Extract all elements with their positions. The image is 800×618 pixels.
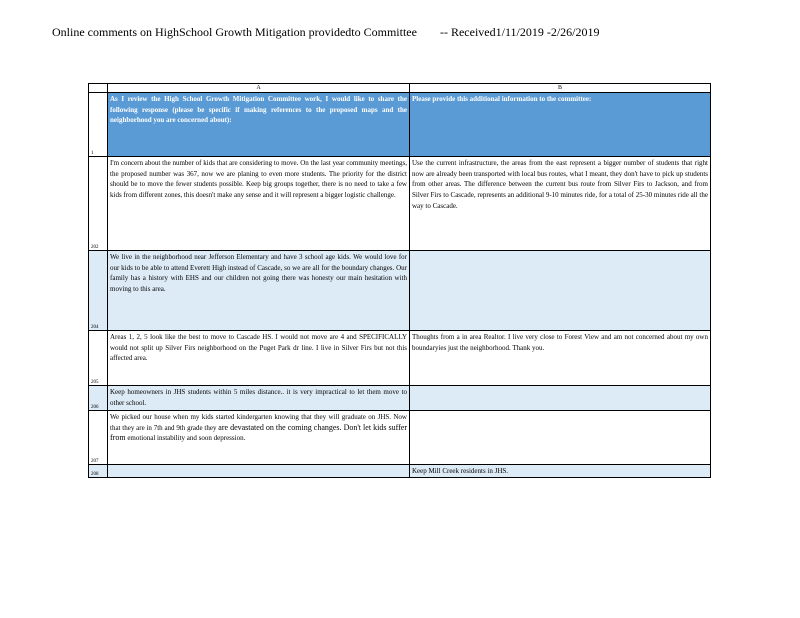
column-header-b[interactable]: B bbox=[410, 84, 711, 93]
comment-cell-b[interactable]: Thoughts from a in area Realtor. I live very close to Forest View and am not concerned about my own boundaryies just the neighborhood. Thank you. bbox=[410, 331, 711, 386]
row-number[interactable]: 207 bbox=[89, 411, 108, 465]
column-header-a[interactable]: A bbox=[108, 84, 410, 93]
comment-cell-a[interactable]: We live in the neighborhood near Jefferson Elementary and have 3 school age kids. We would love for our kids to be able to attend Everett High instead of Cascade, so we are all for the boundary changes. Our family has a history with EHS and our children not going there was honesty our main hesitation with moving to this area. bbox=[108, 251, 410, 331]
table-row-header bbox=[89, 93, 711, 157]
table-row bbox=[89, 157, 711, 251]
column-header-row bbox=[89, 84, 711, 93]
comment-cell-b[interactable] bbox=[410, 386, 711, 411]
comment-cell-a[interactable]: I'm concern about the number of kids that are considering to move. On the last year community meetings, the proposed number was 367, now we are planing to even more students. The priority for the district should be to move the fewer students possible. Keep big groups together, there is no need to take a few kids from different zones, this doesn't make any sense and it will represent a bigger logistic challenge. bbox=[108, 157, 410, 251]
comment-cell-b[interactable]: Use the current infrastructure, the areas from the east represent a bigger number of students that right now are already been transported with local bus routes, what I meant, they don't have to pick up students from other areas. The difference between the current bus route from Silver Firs to Jackson, and from Silver Firs to Cascade, represents an additional 9-10 minutes ride, for a total of 25-30 minutes ride all the way to Cascade. bbox=[410, 157, 711, 251]
comment-cell-b[interactable] bbox=[410, 411, 711, 465]
row-number[interactable]: 206 bbox=[89, 386, 108, 411]
header-cell-a[interactable]: As I review the High School Growth Mitigation Committee work, I would like to share the following response (please be specific if making references to the proposed maps and the neighborhood you are concerned about): bbox=[108, 93, 410, 157]
comment-cell-b[interactable] bbox=[410, 251, 711, 331]
row-number[interactable]: 205 bbox=[89, 331, 108, 386]
comment-cell-b[interactable]: Keep Mill Creek residents in JHS. bbox=[410, 465, 711, 478]
comment-cell-a[interactable]: Areas 1, 2, 5 look like the best to move to Cascade HS. I would not move are 4 and SPECIFICALLY would not split up Silver Firs neighborhood on the Puget Park dr line. I live in Silver Firs but not this affected area. bbox=[108, 331, 410, 386]
comment-cell-a[interactable] bbox=[108, 465, 410, 478]
table-row bbox=[89, 251, 711, 331]
title-right: -- Received1/11/2019 -2/26/2019 bbox=[439, 25, 600, 39]
table-row bbox=[89, 465, 711, 478]
comment-text-end: emotional instability and soon depression. bbox=[127, 434, 246, 443]
title-left: Online comments on HighSchool Growth Mitigation providedto Committee bbox=[52, 25, 417, 39]
row-number[interactable]: 208 bbox=[89, 465, 108, 478]
comment-text-start: We picked our house when my kids started kindergarten knowing that they will graduate on JHS. Now that they are in 7th and 9th grade they bbox=[110, 413, 407, 432]
row-number[interactable]: 202 bbox=[89, 157, 108, 251]
row-number[interactable]: 204 bbox=[89, 251, 108, 331]
table-row bbox=[89, 386, 711, 411]
table-row bbox=[89, 331, 711, 386]
corner-cell bbox=[89, 84, 108, 93]
document-title bbox=[52, 25, 600, 40]
comment-text-emphasis: are devastated on the coming changes. Don't let kids suffer from bbox=[110, 422, 407, 443]
comments-sheet bbox=[88, 83, 711, 478]
row-number[interactable]: 1 bbox=[89, 93, 108, 157]
comment-cell-a[interactable]: Keep homeowners in JHS students within 5 miles distance.. it is very impractical to let them move to other school. bbox=[108, 386, 410, 411]
comment-cell-a[interactable] bbox=[108, 411, 410, 465]
table-row bbox=[89, 411, 711, 465]
header-cell-b[interactable]: Please provide this additional information to the committee: bbox=[410, 93, 711, 157]
